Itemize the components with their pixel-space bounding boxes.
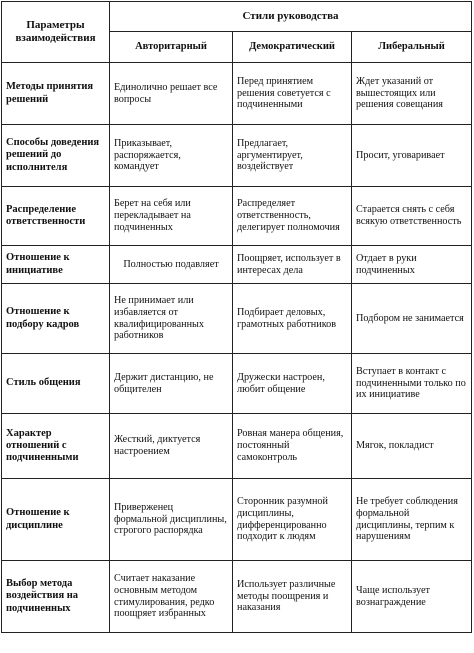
column-header-liberal: Либеральный: [352, 32, 472, 63]
table-row: [2, 284, 472, 354]
cell-authoritarian: Полностью подавляет: [110, 246, 233, 284]
table-row: [2, 187, 472, 246]
cell-authoritarian: Не принимает или избавляется от квалифицированных работников: [110, 284, 233, 354]
table-row: [2, 125, 472, 187]
table-row: [2, 63, 472, 125]
cell-authoritarian: Жесткий, диктуется настроением: [110, 414, 233, 479]
cell-authoritarian: Приверженец формальной дисциплины, строгого распорядка: [110, 479, 233, 561]
cell-democratic: Предлагает, аргументирует, воздействует: [233, 125, 352, 187]
leadership-styles-table: [1, 1, 472, 633]
column-header-authoritarian: Авторитарный: [110, 32, 233, 63]
cell-democratic: Ровная манера общения, постоянный самоконтроль: [233, 414, 352, 479]
styles-header: Стили руководства: [110, 2, 472, 32]
cell-liberal: Подбором не занимается: [352, 284, 472, 354]
row-param: Характер отношений с подчиненными: [2, 414, 110, 479]
table-row: [2, 479, 472, 561]
cell-authoritarian: Считает наказание основным методом стимулирования, редко поощряет избранных: [110, 561, 233, 633]
cell-authoritarian: Единолично решает все вопросы: [110, 63, 233, 125]
row-param: Отношение к инициативе: [2, 246, 110, 284]
cell-democratic: Сторонник разумной дисциплины, дифференцированно подходит к людям: [233, 479, 352, 561]
params-header-line1: Параметры: [26, 19, 85, 32]
cell-liberal: Мягок, покладист: [352, 414, 472, 479]
cell-liberal: Старается снять с себя всякую ответственность: [352, 187, 472, 246]
cell-liberal: Просит, уговаривает: [352, 125, 472, 187]
table-row: [2, 246, 472, 284]
cell-liberal: Чаще использует вознаграждение: [352, 561, 472, 633]
row-param: Способы доведения решений до исполнителя: [2, 125, 110, 187]
cell-democratic: Использует различные методы поощрения и наказания: [233, 561, 352, 633]
row-param: Отношение к подбору кадров: [2, 284, 110, 354]
row-param: Распределение ответственности: [2, 187, 110, 246]
cell-liberal: Ждет указаний от вышестоящих или решения совещания: [352, 63, 472, 125]
params-header: [2, 2, 110, 63]
cell-liberal: Отдает в руки подчиненных: [352, 246, 472, 284]
row-param: Отношение к дисциплине: [2, 479, 110, 561]
table-row: [2, 414, 472, 479]
params-header-line2: взаимодействия: [15, 32, 96, 44]
cell-democratic: Распределяет ответственность, делегирует полномочия: [233, 187, 352, 246]
cell-authoritarian: Держит дистанцию, не общителен: [110, 354, 233, 414]
cell-democratic: Перед принятием решения советуется с подчиненными: [233, 63, 352, 125]
cell-liberal: Вступает в контакт с подчиненными только по их инициативе: [352, 354, 472, 414]
row-param: Выбор метода воздействия на подчиненных: [2, 561, 110, 633]
row-param: Стиль общения: [2, 354, 110, 414]
cell-democratic: Поощряет, использует в интересах дела: [233, 246, 352, 284]
column-header-democratic: Демократический: [233, 32, 352, 63]
row-param: Методы принятия решений: [2, 63, 110, 125]
cell-liberal: Не требует соблюдения формальной дисциплины, терпим к нарушениям: [352, 479, 472, 561]
cell-authoritarian: Берет на себя или перекладывает на подчиненных: [110, 187, 233, 246]
cell-democratic: Подбирает деловых, грамотных работников: [233, 284, 352, 354]
cell-democratic: Дружески настроен, любит общение: [233, 354, 352, 414]
cell-authoritarian: Приказывает, распоряжается, командует: [110, 125, 233, 187]
table-row: [2, 561, 472, 633]
table-row: [2, 354, 472, 414]
